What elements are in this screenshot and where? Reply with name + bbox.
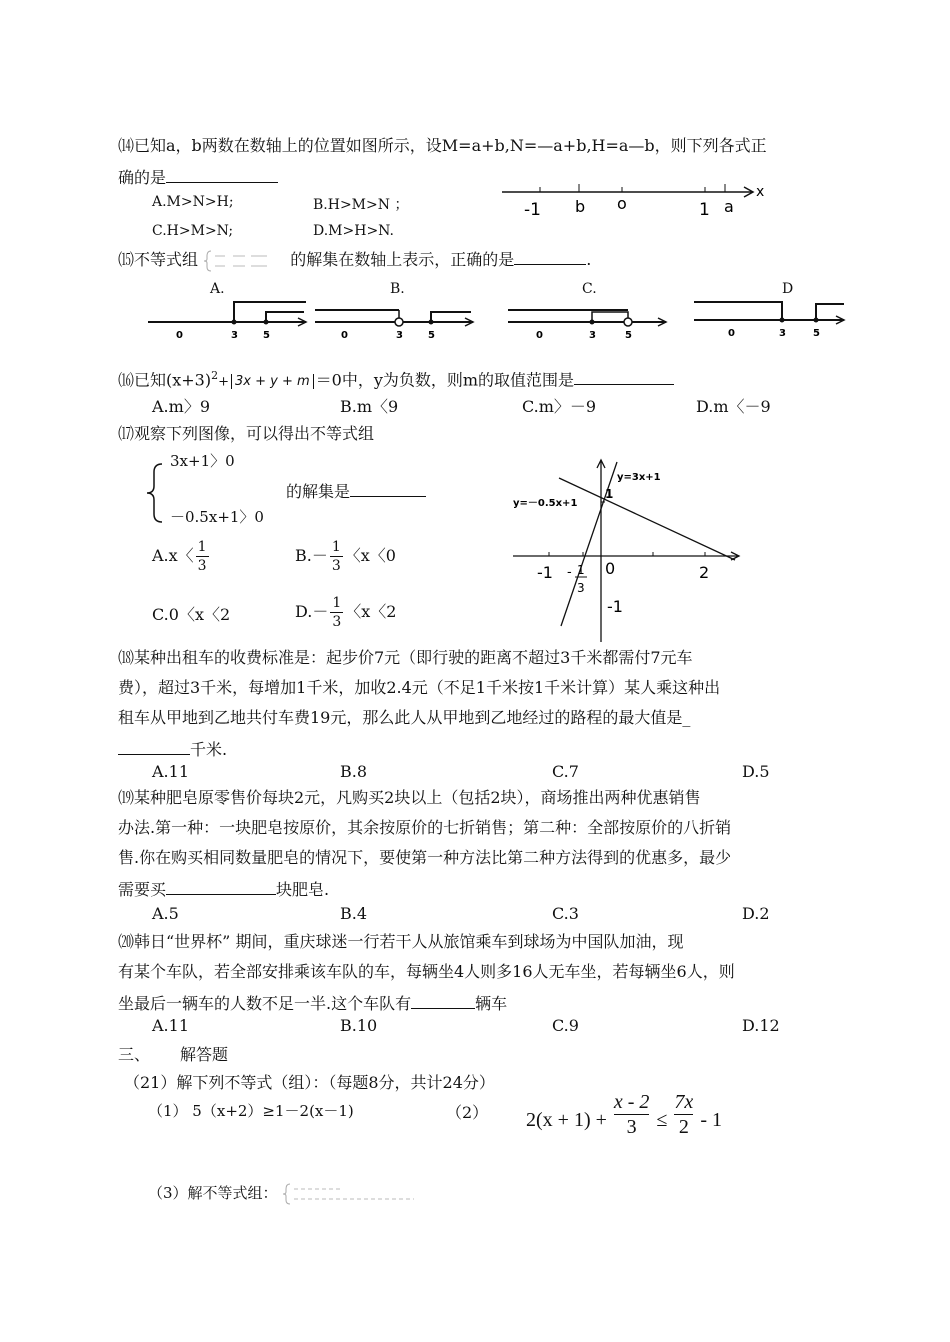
q15-number-line-b: [313, 298, 483, 344]
q15b-tick-0: 0: [341, 330, 348, 341]
section-heading: [118, 1042, 228, 1065]
fraction-denominator: 3: [197, 558, 207, 574]
q17-inequality-1: 3x+1〉0: [170, 452, 235, 470]
q14-label-x: x: [756, 184, 765, 200]
q15c-tick-5: 5: [625, 330, 632, 341]
q16-exponent: 2: [211, 369, 219, 382]
q14-option-d: D.M>H>N.: [313, 223, 394, 239]
q14-line2-text: 确的是: [118, 168, 167, 187]
q18-option-c: C.7: [552, 762, 579, 781]
q16-option-d: D.m〈－9: [696, 397, 771, 416]
q19-line1: ⒆某种肥皂原零售价每块2元，凡购买2块以上（包括2块），商场推出两种优惠销售: [118, 788, 701, 807]
q17-option-c: C.0〈x〈2: [152, 605, 231, 624]
q18-answer-blank: [118, 736, 190, 755]
q17-answer-blank: [350, 478, 426, 497]
q16-stem-post: ＝0中，y为负数，则m的取值范围是: [315, 370, 575, 390]
q19-line3: 售.你在购买相同数量肥皂的情况下，要使第一种方法比第二种方法得到的优惠多，最少: [118, 848, 732, 867]
q21-part2-label: （2）: [446, 1103, 489, 1122]
q17-option-d-pre: D.－: [295, 602, 329, 621]
q15-number-line-a: [146, 298, 316, 344]
fraction-numerator: 1: [331, 539, 341, 555]
q20-line1: ⒇韩日“世界杯” 期间，重庆球迷一行若干人从旅馆乘车到球场为中国队加油，现: [118, 932, 684, 951]
q15-answer-blank: [514, 246, 586, 265]
q16-absolute-value: 3x + y + m: [231, 374, 314, 389]
q14-option-c: C.H>M>N;: [152, 223, 234, 239]
q19-option-a: A.5: [152, 904, 179, 923]
fraction-denominator: 3: [331, 558, 341, 574]
section-number: 三、: [118, 1045, 151, 1064]
q19-answer-blank: [166, 876, 276, 895]
q17-graph: [505, 456, 750, 646]
q14-option-b: B.H>M>N ；: [313, 197, 409, 213]
q17-option-d-fraction: [330, 594, 343, 631]
q20-option-c: C.9: [552, 1016, 579, 1035]
q14-label-neg1: -1: [524, 200, 541, 220]
q15-stem-end: .: [586, 250, 592, 269]
q17-label-neg: -: [567, 565, 572, 580]
q16-stem: [118, 364, 674, 394]
eq-fraction-2-num: 7x: [674, 1091, 694, 1113]
q14-label-a: a: [724, 197, 734, 216]
q15-system-image: [203, 249, 285, 273]
q21-part3: [148, 1182, 422, 1206]
fraction-denominator: 3: [332, 614, 342, 630]
q21-part3-text: （3）解不等式组：: [148, 1184, 278, 1202]
q15d-tick-0: 0: [728, 328, 735, 339]
q16-stem-pre: ⒃已知(x+3): [118, 370, 212, 390]
q14-number-line: [500, 178, 770, 222]
q17-option-d-post: 〈x〈2: [345, 602, 397, 621]
q17-inequality-2: －0.5x+1〉0: [170, 508, 264, 526]
q14-label-o: o: [617, 194, 627, 213]
q19-option-b: B.4: [340, 904, 368, 923]
q21-part3-system-image: [282, 1182, 422, 1206]
q15d-tick-5: 5: [813, 328, 820, 339]
q19-option-c: C.3: [552, 904, 579, 923]
q14-label-1: 1: [699, 200, 710, 220]
q17-label-origin: 0: [605, 559, 616, 578]
q15-number-line-d: [692, 296, 862, 342]
q20-answer-blank: [411, 990, 475, 1009]
q15a-tick-3: 3: [231, 330, 238, 341]
q17-label-x2: 2: [699, 563, 710, 582]
q15b-tick-5: 5: [428, 330, 435, 341]
q17-solution-text: 的解集是: [286, 482, 351, 501]
q15b-tick-3: 3: [396, 330, 403, 341]
q17-option-d: [295, 594, 397, 631]
q15-label-b: B.: [390, 281, 405, 297]
q17-solution: [286, 478, 426, 502]
eq-right: - 1: [700, 1109, 722, 1131]
q18-option-b: B.8: [340, 762, 368, 781]
q18-option-a: A.11: [152, 762, 189, 781]
eq-le: ≤: [656, 1109, 668, 1131]
q17-option-a-fraction: [196, 538, 209, 575]
q17-label-line2: y=－0.5x+1: [513, 498, 578, 509]
eq-fraction-2-den: 2: [678, 1116, 689, 1138]
q15c-tick-3: 3: [589, 330, 596, 341]
q17-option-b: [295, 538, 396, 575]
q19-line4-pre: 需要买: [118, 880, 167, 899]
q14-answer-blank: [166, 164, 278, 183]
q17-stem: ⒄观察下列图像，可以得出不等式组: [118, 424, 375, 443]
fraction-numerator: 1: [332, 595, 342, 611]
q17-option-b-pre: B.－: [295, 546, 328, 565]
q19-line2: 办法.第一种：一块肥皂按原价，其余按原价的七折销售；第二种：全部按原价的八折销: [118, 818, 732, 837]
q16-plus: +: [218, 374, 230, 390]
q21-part2-inequality: [526, 1090, 722, 1138]
q17-option-a-text: A.x〈: [152, 546, 194, 565]
eq-fraction-1-den: 3: [626, 1116, 637, 1138]
eq-left: 2(x + 1) +: [526, 1109, 607, 1131]
q17-label-y1: 1: [605, 487, 614, 501]
q17-line-neg-half-x-plus-1: [559, 478, 735, 560]
q19-line4: [118, 876, 329, 902]
q21-part1: （1） 5（x+2）≥1－2(x－1): [148, 1102, 354, 1120]
q14-label-b: b: [575, 197, 586, 216]
q19-option-d: D.2: [742, 904, 770, 923]
fraction-numerator: 1: [197, 539, 207, 555]
eq-fraction-1-num: x - 2: [613, 1091, 650, 1113]
q20-option-d: D.12: [742, 1016, 780, 1035]
q20-option-b: B.10: [340, 1016, 378, 1035]
q15-label-c: C.: [582, 281, 597, 297]
q17-label-line1: y=3x+1: [617, 472, 661, 483]
q15d-tick-3: 3: [779, 328, 786, 339]
q17-option-a: [152, 538, 211, 575]
q17-frac-den: 3: [577, 581, 585, 595]
q21-instruction: （21）解下列不等式（组）：（每题8分，共计24分）: [124, 1073, 495, 1092]
q17-label-xneg1: -1: [537, 563, 553, 582]
q18-line2: 费），超过3千米，每增加1千米，加收2.4元（不足1千米按1千米计算）某人乘这种出: [118, 678, 721, 697]
q16-option-a: A.m〉9: [152, 397, 210, 416]
q20-line3: [118, 990, 507, 1016]
q15-stem: [118, 246, 591, 273]
q17-option-b-fraction: [330, 538, 343, 575]
q17-option-b-post: 〈x〈0: [344, 546, 396, 565]
q14-line1: ⒁已知a，b两数在数轴上的位置如图所示，设M=a+b,N=—a+b,H=a—b，则下列各式正: [118, 136, 767, 155]
eq-fraction-1: [614, 1090, 650, 1139]
q18-option-d: D.5: [742, 762, 770, 781]
q18-line1: ⒅某种出租车的收费标准是：起步价7元（即行驶的距离不超过3千米都需付7元车: [118, 648, 693, 667]
q17-brace: [144, 462, 168, 524]
q16-option-b: B.m〈9: [340, 397, 399, 416]
q18-line3: 租车从甲地到乙地共付车费19元，那么此人从甲地到乙地经过的路程的最大值是_: [118, 708, 691, 727]
q20-line3-post: 辆车: [475, 994, 508, 1013]
q15a-tick-5: 5: [263, 330, 270, 341]
q15-stem-pre: ⒂不等式组: [118, 250, 199, 269]
q15-number-line-c: [506, 298, 676, 344]
q14-option-a: A.M>N>H;: [152, 194, 234, 210]
q20-option-a: A.11: [152, 1016, 189, 1035]
q17-frac-num: 1: [577, 563, 585, 577]
q15a-tick-0: 0: [176, 330, 183, 341]
q15c-tick-0: 0: [536, 330, 543, 341]
q15-label-d: D: [782, 281, 794, 297]
q20-line3-pre: 坐最后一辆车的人数不足一半.这个车队有: [118, 994, 412, 1013]
q16-answer-blank: [574, 366, 674, 385]
q19-line4-post: 块肥皂.: [276, 880, 330, 899]
eq-fraction-2: [674, 1090, 693, 1139]
q18-line4-text: 千米.: [190, 740, 228, 759]
q15-stem-post: 的解集在数轴上表示，正确的是: [290, 250, 515, 269]
q14-line2: [118, 164, 278, 190]
q17-label-yneg1: -1: [607, 597, 623, 616]
q15-label-a: A.: [210, 281, 225, 297]
q18-line4: [118, 736, 227, 762]
section-title: 解答题: [180, 1045, 229, 1064]
q20-line2: 有某个车队，若全部安排乘该车队的车，每辆坐4人则多16人无车坐，若每辆坐6人，则: [118, 962, 735, 981]
q16-option-c: C.m〉－9: [522, 397, 597, 416]
